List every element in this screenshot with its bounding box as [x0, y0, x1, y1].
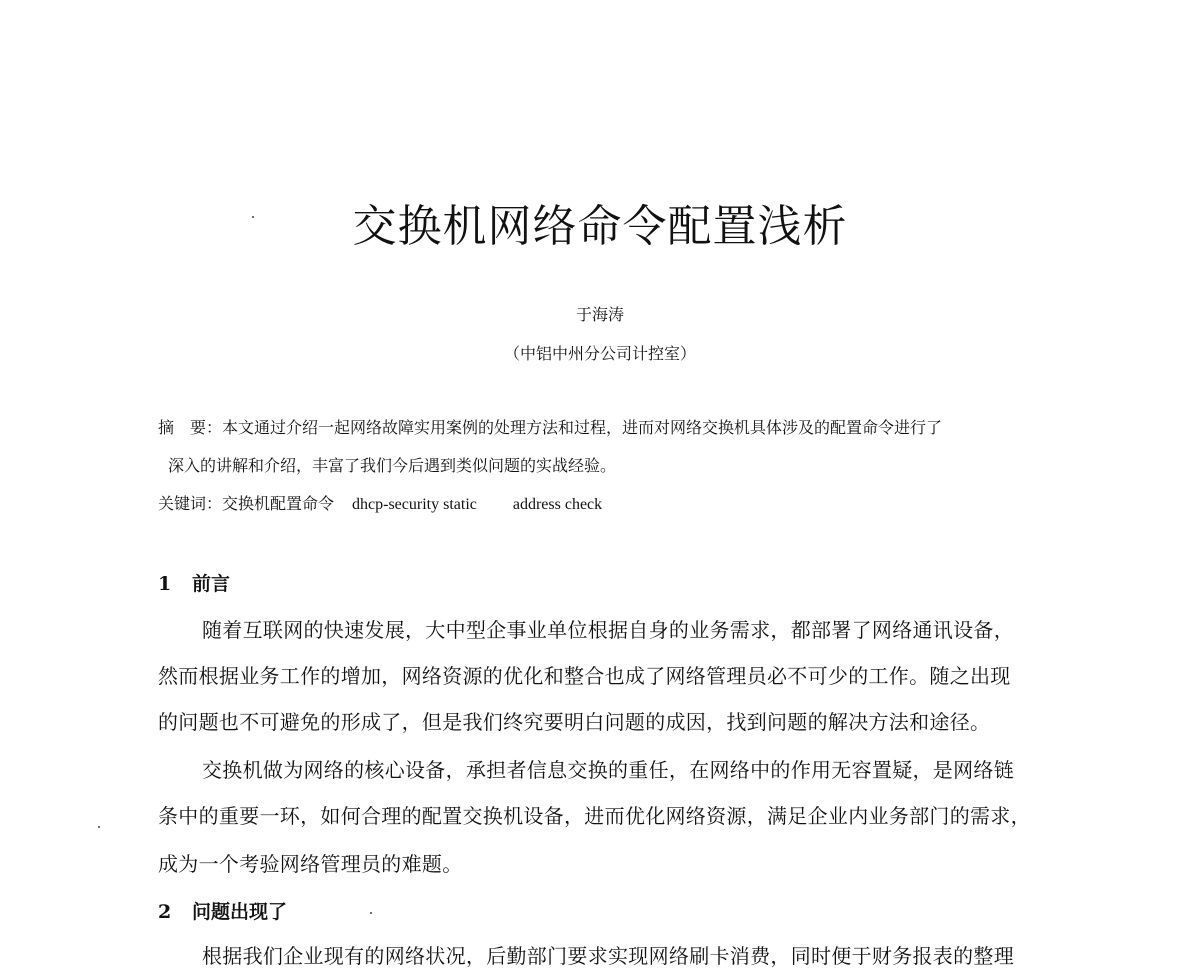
abstract-line-2: 深入的讲解和介绍，丰富了我们今后遇到类似问题的实战经验。: [168, 456, 617, 475]
keywords: [158, 491, 602, 514]
author-name: 于海涛: [575, 305, 624, 324]
section-number: 1: [158, 573, 172, 595]
paragraph-line: 条中的重要一环，如何合理的配置交换机设备，进而优化网络资源，满足企业内业务部门的需求，: [158, 804, 1031, 828]
keyword-term-1: dhcp-security static: [352, 496, 477, 513]
paragraph-line: 然而根据业务工作的增加，网络资源的优化和整合也成了网络管理员必不可少的工作。随之出现: [158, 664, 1011, 688]
paragraph-line: 根据我们企业现有的网络状况，后勤部门要求实现网络刷卡消费，同时便于财务报表的整理: [202, 944, 1014, 968]
section-title: 问题出现了: [192, 901, 288, 923]
section-title: 前言: [192, 573, 231, 595]
author-affiliation: （中铝中州分公司计控室）: [503, 344, 696, 363]
paragraph-line: 的问题也不可避免的形成了，但是我们终究要明白问题的成因，找到问题的解决方法和途径。: [158, 710, 991, 734]
section-heading: [158, 569, 230, 596]
section-number: 2: [158, 901, 172, 923]
paper-title: 交换机网络命令配置浅析: [352, 201, 848, 252]
keywords-label: 关键词：交换机配置命令: [158, 494, 335, 513]
abstract-line-1: 摘 要：本文通过介绍一起网络故障实用案例的处理方法和过程，进而对网络交换机具体涉及的配置命令进行了: [158, 418, 943, 437]
paragraph-line: 随着互联网的快速发展，大中型企事业单位根据自身的业务需求，都部署了网络通讯设备，: [202, 618, 1014, 642]
scan-speck: [252, 216, 254, 218]
scan-speck: [370, 912, 372, 914]
paragraph-line: 交换机做为网络的核心设备，承担者信息交换的重任，在网络中的作用无容置疑，是网络链: [202, 758, 1014, 782]
scan-speck: [98, 826, 100, 828]
keyword-term-2: address check: [512, 496, 603, 513]
section-heading: [158, 897, 287, 924]
paragraph-line: 成为一个考验网络管理员的难题。: [158, 852, 463, 876]
